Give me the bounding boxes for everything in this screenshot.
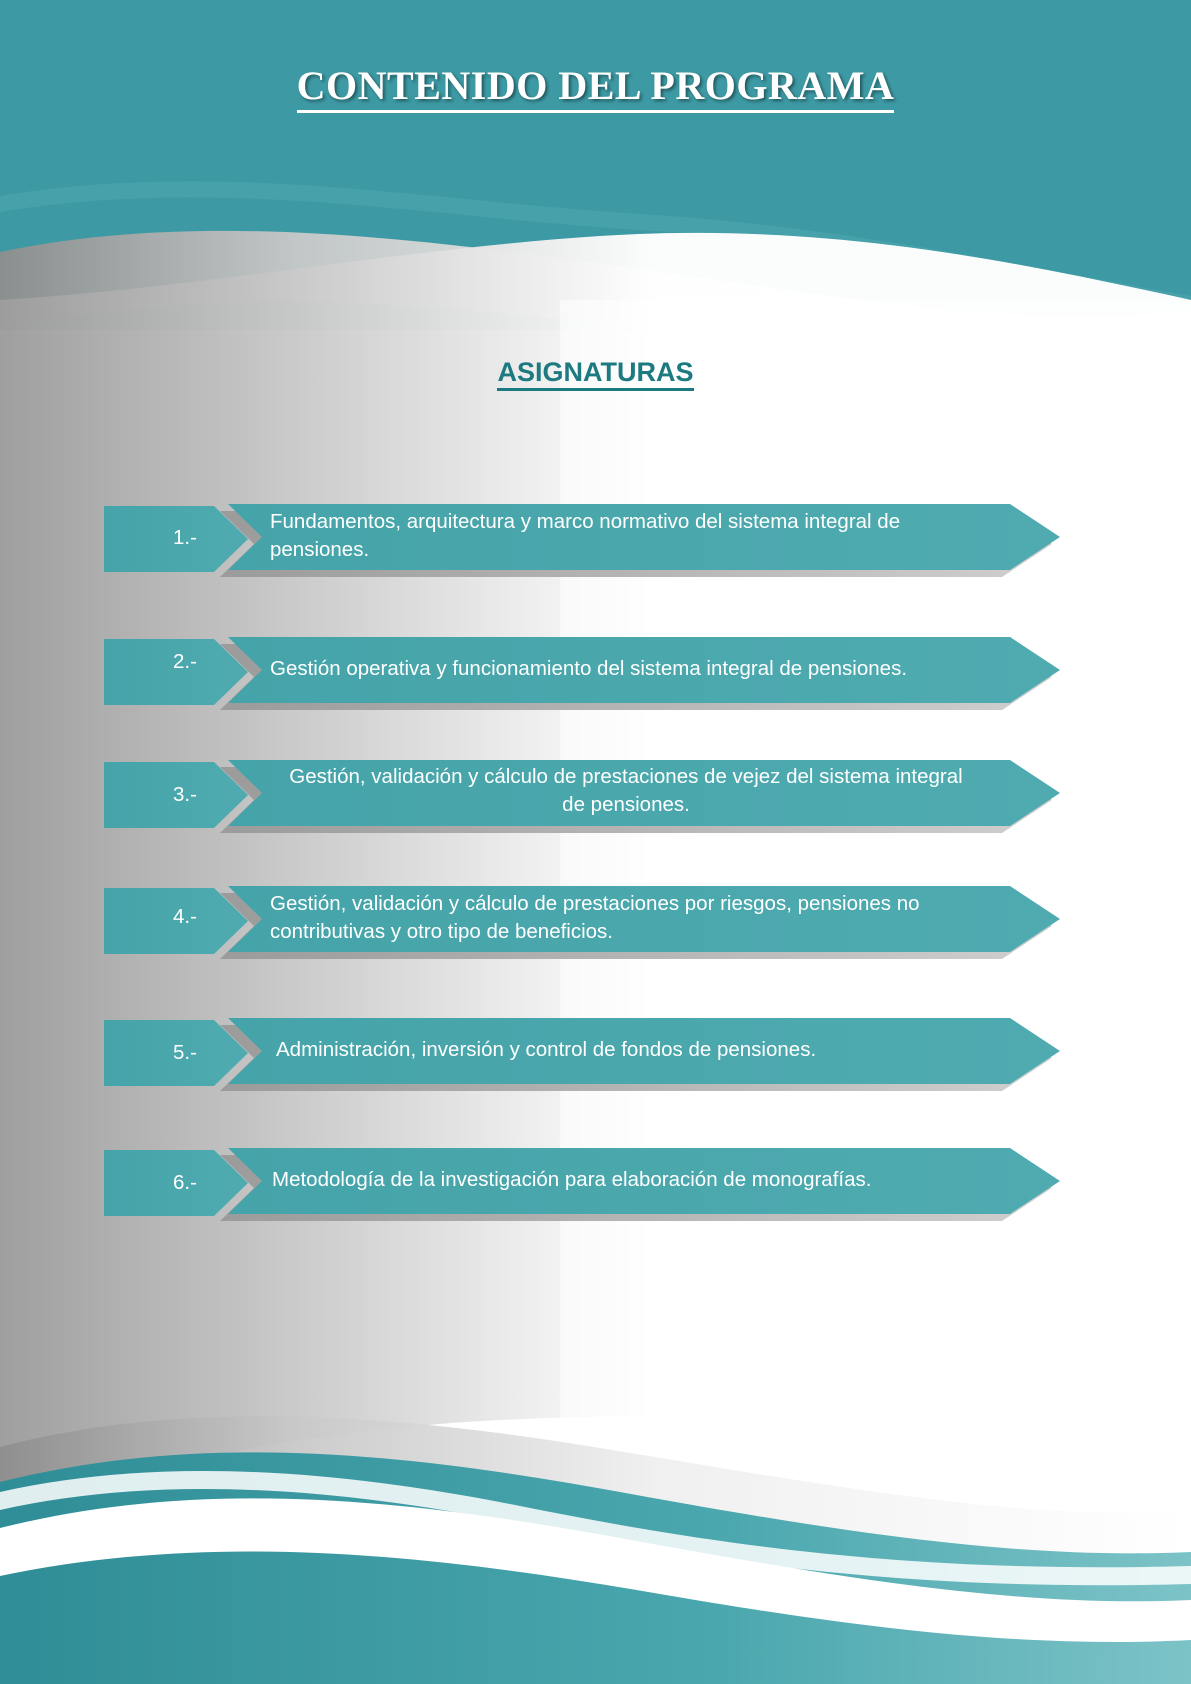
subject-number-1: 1.- (173, 526, 197, 549)
subject-text-4: Gestión, validación y cálculo de prestaciones por riesgos, pensiones no contributivas y otro tipo de beneficios. (270, 892, 920, 943)
subject-number-5: 5.- (173, 1041, 197, 1064)
subject-number-4: 4.- (173, 905, 197, 928)
subject-text-3: Gestión, validación y cálculo de prestaciones de vejez del sistema integral de pensiones. (289, 765, 963, 816)
subject-number-6: 6.- (173, 1171, 197, 1194)
subject-text-6: Metodología de la investigación para elaboración de monografías. (272, 1168, 872, 1191)
section-subtitle-text: ASIGNATURAS (497, 357, 693, 391)
page-title-text: CONTENIDO DEL PROGRAMA (297, 63, 895, 113)
subject-number-2: 2.- (173, 650, 197, 673)
subject-text-2: Gestión operativa y funcionamiento del sistema integral de pensiones. (270, 657, 908, 680)
subject-number-3: 3.- (173, 783, 197, 806)
subject-text-1: Fundamentos, arquitectura y marco normativo del sistema integral de pensiones. (270, 510, 901, 561)
subject-text-5: Administración, inversión y control de fondos de pensiones. (276, 1038, 817, 1061)
